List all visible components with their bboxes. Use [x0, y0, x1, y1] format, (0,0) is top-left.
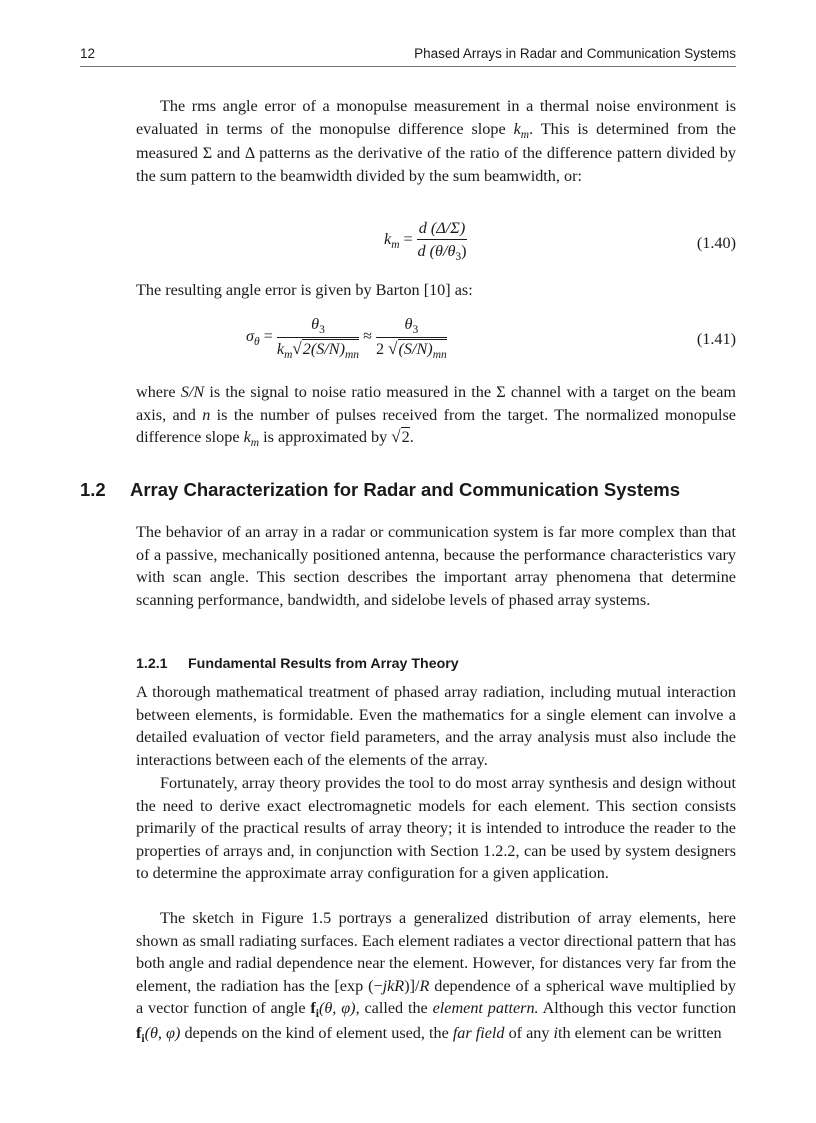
eq141-den1-k: k: [276, 340, 285, 358]
eq140-lhs-sub: m: [391, 239, 400, 252]
para7-element-pattern: element pattern.: [432, 999, 539, 1018]
eq141-fraction-1: [277, 314, 359, 361]
equation-1-41: [136, 314, 736, 368]
para3-t2: is the number of pulses received from the target. The normalized monopulse difference slope: [136, 405, 736, 447]
eq141-approx: ≈: [363, 327, 372, 346]
sqrt-icon: √: [292, 339, 302, 358]
subsection-title: Fundamental Results from Array Theory: [188, 656, 459, 672]
eq141-lhs: σ: [246, 327, 254, 346]
eq141-den2-rad-sub: mn: [432, 349, 447, 361]
equation-number-1-40: (1.40): [696, 234, 736, 252]
eq140-lhs: k: [384, 230, 392, 249]
eq141-fraction-2: [376, 314, 447, 361]
section-title: Array Characterization for Radar and Communication Systems: [130, 479, 681, 500]
equation-1-41-body: [246, 314, 447, 361]
eq140-den-close: ): [461, 242, 467, 260]
equation-1-40: [136, 218, 736, 268]
paragraph-sn-definition: [136, 381, 736, 451]
page-number: 12: [80, 46, 96, 61]
para3-sn: S/N: [180, 383, 205, 401]
paragraph-array-behavior: [136, 521, 736, 611]
para7-f-1: f: [310, 999, 316, 1018]
para3-end: .: [409, 428, 414, 447]
eq141-num1-sub: 3: [319, 324, 325, 336]
running-title: Phased Arrays in Radar and Communication Systems: [414, 46, 736, 61]
eq140-den-sub: 3: [455, 251, 462, 263]
para7-t1: The sketch in Figure 1.5 portrays a generalized distribution of array elements, here shown as small radiating surfaces. Each element radiates a vector directional pattern that has both angle and radial dependence near the element. However, for distances very far from the element, the radiation has the [exp (−: [136, 909, 736, 995]
eq141-num2-sub: 3: [412, 324, 419, 336]
para7-r: R: [419, 976, 430, 995]
km-symbol: k: [513, 119, 521, 138]
paragraph-sketch-figure: [136, 907, 736, 1047]
eq141-den1-k-sub: m: [284, 349, 293, 361]
eq141-num2: θ: [404, 315, 413, 333]
para7-f-2: f: [136, 1023, 142, 1042]
para5-text: A thorough mathematical treatment of phased array radiation, including mutual interaction between elements, is formidable. Even the mathematics for a single element can involve a detailed evaluation of vector field parameters, and the array analysis must also include the interactions between each of the elements of the array.: [136, 683, 736, 769]
para7-t8: th element can be written: [558, 1023, 722, 1042]
para7-t6: depends on the kind of element used, the: [184, 1023, 449, 1042]
eq140-denominator: d (θ/θ: [417, 242, 456, 260]
para3-n: n: [202, 405, 211, 424]
eq140-numerator: d (Δ/Σ): [417, 218, 468, 240]
para3-k: k: [243, 428, 251, 447]
para3-sqrt-arg: 2: [401, 428, 410, 447]
para1-rest: . This is determined from the measured Σ and Δ patterns as the derivative of the ratio of the difference pattern divided by the sum pattern to the beamwidth divided by the sum beamwidth, or:: [136, 119, 736, 185]
section-number: 1.2: [80, 479, 106, 500]
para7-f-sub-1: i: [315, 1008, 319, 1021]
eq141-den2-rad: (S/N): [398, 340, 433, 358]
para7-args-1: (θ, φ): [318, 999, 356, 1018]
sqrt-icon: √: [388, 339, 398, 358]
para7-far-field: far field: [452, 1023, 505, 1042]
paragraph-thorough-treatment: [136, 681, 736, 771]
para7-t4: , called the: [355, 999, 428, 1018]
paragraph-fortunately: [136, 772, 736, 885]
para6-text: Fortunately, array theory provides the tool to do most array synthesis and design without the need to derive exact electromagnetic models for each element. This section consists primarily of the practical results of array theory; it is intended to introduce the reader to the properties of arrays and, in conjunction with Section 1.2.2, can be used by system designers to determine the approximate array configuration for a given application.: [136, 774, 736, 883]
para3-k-sub: m: [250, 437, 260, 450]
paragraph-monopulse-intro: [136, 95, 736, 187]
para2-text: The resulting angle error is given by Barton [10] as:: [136, 281, 473, 299]
paragraph-barton: [136, 279, 736, 302]
para4-text: The behavior of an array in a radar or communication system is far more complex than that of a passive, mechanically positioned antenna, because the performance characteristics vary with scan angle. This section describes the important array phenomena that determine scanning performance, bandwidth, and sidelobe levels of phased array systems.: [136, 523, 736, 609]
eq141-den2-two: 2: [376, 340, 385, 358]
eq141-lhs-sub: θ: [253, 336, 260, 349]
km-subscript: m: [520, 128, 530, 141]
eq141-den1-rad-sub: mn: [344, 349, 360, 361]
eq140-fraction: [417, 218, 468, 263]
eq141-num1: θ: [311, 315, 320, 333]
para3-where: where: [136, 383, 176, 401]
sqrt-icon: √: [391, 427, 401, 447]
equation-1-40-body: [384, 218, 467, 263]
subsection-number: 1.2.1: [136, 656, 168, 672]
eq141-den1-rad: 2(S/N): [302, 340, 345, 358]
para7-t2: )]/: [404, 976, 420, 995]
eq141-equals: =: [263, 327, 273, 346]
para7-t3: dependence of a spherical wave multiplied by a vector function of angle: [136, 976, 737, 1018]
para7-jkr: jkR: [382, 976, 405, 995]
running-head: [80, 44, 736, 67]
para1-text: The rms angle error of a monopulse measurement in a thermal noise environment is evaluated in terms of the monopulse difference slope: [136, 97, 736, 138]
para3-t3: is approximated by: [263, 428, 388, 447]
para3-t1: is the signal to noise ratio measured in the Σ channel with a target on the beam axis, and: [136, 383, 737, 424]
para7-args-2: (θ, φ): [144, 1023, 181, 1042]
para7-i: i: [553, 1023, 559, 1042]
eq140-equals: =: [403, 230, 413, 249]
para7-f-sub-2: i: [141, 1032, 145, 1045]
equation-number-1-41: (1.41): [696, 330, 736, 348]
para7-t5: Although this vector function: [542, 999, 737, 1018]
para7-t7: of any: [508, 1023, 550, 1042]
